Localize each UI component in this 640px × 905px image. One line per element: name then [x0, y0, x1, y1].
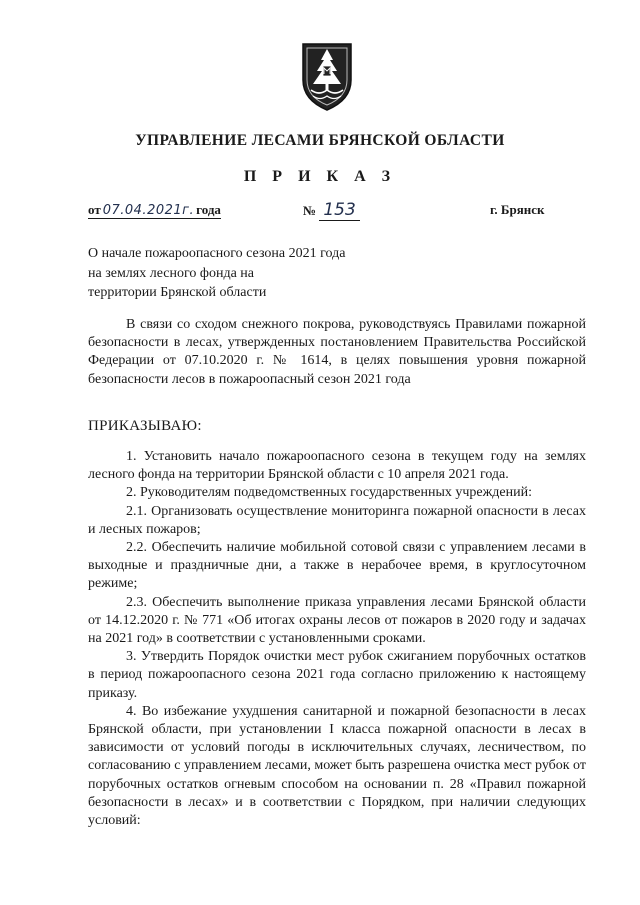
order-items	[88, 448, 586, 830]
subject-line: О начале пожароопасного сезона 2021 года	[88, 246, 346, 261]
document-number	[303, 200, 360, 220]
order-item: 2.3. Обеспечить выполнение приказа управления лесами Брянской области от 14.12.2020 г. № 771 «Об итогах охраны лесов от пожаров в 2020 году и задачах на 2021 год» в соответствии с установленными сроками.	[88, 594, 586, 647]
order-word: ПРИКАЗЫВАЮ:	[88, 418, 202, 434]
order-item: 4. Во избежание ухудшения санитарной и пожарной безопасности в лесах Брянской области, при установлении I класса пожарной опасности в лесах в зависимости от условий погоды в исключительных случаях, лесничеством, по согласованию с управлением лесами, может быть разрешена очистка мест рубок от порубочных остатков огневым способом на основании п. 28 «Правил пожарной безопасности в лесах» и в соответствии с Порядком, при наличии следующих условий:	[88, 703, 586, 829]
coat-of-arms-icon	[297, 40, 357, 112]
date-handwritten: 07.04.2021г.	[102, 203, 195, 218]
order-item: 1. Установить начало пожароопасного сезона в текущем году на землях лесного фонда на территории Брянской области с 10 апреля 2021 года.	[88, 449, 586, 483]
date-prefix: от	[88, 202, 101, 217]
document-meta-row	[0, 200, 640, 220]
document-subject	[88, 244, 408, 303]
order-item: 2. Руководителям подведомственных государственных учреждений:	[126, 485, 532, 501]
date-suffix: года	[196, 202, 221, 217]
preamble-paragraph: В связи со сходом снежного покрова, руководствуясь Правилами пожарной безопасности в лесах, утвержденных постановлением Правительства Российской Федерации от 07.10.2020 г. № 1614, в целях повышения уровня пожарной безопасности лесов в пожароопасный сезон 2021 года	[88, 317, 586, 387]
organization-title: УПРАВЛЕНИЕ ЛЕСАМИ БРЯНСКОЙ ОБЛАСТИ	[135, 132, 505, 149]
subject-line: на землях лесного фонда на	[88, 265, 254, 281]
subject-line: территории Брянской области	[88, 285, 267, 300]
document-type-title: П Р И К А З	[243, 168, 397, 185]
order-item: 2.1. Организовать осуществление мониторинга пожарной опасности в лесах и лесных пожаров;	[88, 503, 586, 537]
order-item: 3. Утвердить Порядок очистки мест рубок сжиганием порубочных остатков в период пожароопасного сезона 2021 года согласно приложению к настоящему приказу.	[88, 649, 586, 701]
document-date	[88, 202, 221, 218]
number-handwritten: 153	[319, 200, 359, 221]
order-item: 2.2. Обеспечить наличие мобильной сотовой связи с управлением лесами в выходные и праздничные дни, а также в нерабочее время, в круглосуточном режиме;	[88, 540, 586, 592]
document-city: г. Брянск	[490, 202, 545, 217]
number-label: №	[303, 203, 317, 218]
